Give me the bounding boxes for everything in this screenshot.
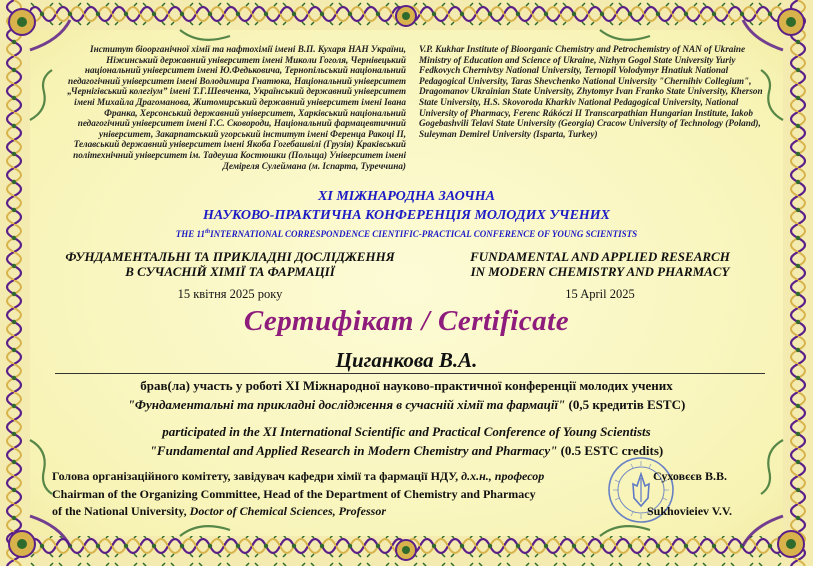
participation-ua-title-text: "Фундаментальні та прикладні дослідження в сучасній хімії та фармації" (127, 397, 566, 412)
participation-en-title (0, 442, 813, 459)
signatory-name-en: Sukhovieiev V.V. (647, 504, 733, 518)
signatory-role-ua-text: Голова організаційного комітету, завідувач кафедри хімії та фармації НДУ, (52, 469, 462, 483)
participation-en-title-text: "Fundamental and Applied Research in Modern Chemistry and Pharmacy" (149, 443, 558, 458)
signatory-degree-en: Doctor of Chemical Sciences, Professor (189, 504, 386, 518)
divider (55, 373, 765, 374)
theme-ua-line2: В СУЧАСНІЙ ХІМІЇ ТА ФАРМАЦІЇ (125, 264, 335, 279)
participation-ua: брав(ла) участь у роботі XI Міжнародної науково-практичної конференції молодих учених (140, 378, 673, 393)
participation-en: participated in the XI International Scientific and Practical Conference of Young Scientists (162, 424, 651, 439)
signatory-role-en-line1: Chairman of the Organizing Committee, Head of the Department of Chemistry and Pharmacy (52, 487, 536, 501)
conference-en-ordinal: th (205, 229, 211, 235)
certificate-title: Сертифікат / Certificate (243, 305, 570, 337)
recipient-name: Циганкова В.А. (335, 348, 478, 372)
theme-english (430, 249, 770, 279)
theme-en-line1: FUNDAMENTAL AND APPLIED RESEARCH (470, 249, 730, 264)
conference-title-en (0, 229, 813, 239)
institutions-ukrainian: Інститут біоорганічної хімії та нафтохімії імені В.П. Кухаря НАН України, Ніжинський державний університет імені Миколи Гоголя, Чернівецький національний університет імені Ю.Федьковича, Тернопільський національний педагогічний університет імені Володимира Гнатюка, Національний університет „Чернігівський колегіум” імені Т.Г.Шевченка, Український державний університет імені Михайла Драгоманова, Житомирський державний університет імені Івана Франка, Херсонський державний університет, Харківський національний педагогічний університет імені Г.С. Сковороди, Національний фармацевтичний університет, Закарпатський угорський інститут імені Ференца Ракоці II, Телавський державний університет імені Якоба Гогебашвілі (Грузія) Краківський політехнічний університет ім. Тадеуша Костюшки (Польща) Університет імені Деміреля Сулеймана (м. Іспарта, Туреччина) (67, 44, 406, 171)
participation-ua-title (0, 396, 813, 413)
conference-en-prefix: THE 11 (175, 229, 206, 239)
date-english: 15 April 2025 (565, 287, 635, 301)
theme-ua-line1: ФУНДАМЕНТАЛЬНІ ТА ПРИКЛАДНІ ДОСЛІДЖЕННЯ (65, 249, 395, 264)
conference-en-rest: INTERNATIONAL CORRESPONDENCE CIENTIFIC-PRACTICAL CONFERENCE OF YOUNG SCIENTISTS (210, 229, 638, 239)
signatory-degree-ua: д.х.н., професор (461, 469, 545, 483)
theme-ukrainian (30, 249, 430, 279)
conference-title-ua-line2: НАУКОВО-ПРАКТИЧНА КОНФЕРЕНЦІЯ МОЛОДИХ УЧЕНИХ (202, 208, 611, 223)
conference-title-ua-line1: XI МІЖНАРОДНА ЗАОЧНА (318, 189, 495, 204)
theme-en-line2: IN MODERN CHEMISTRY AND PHARMACY (470, 264, 730, 279)
signatory-role-en-text: of the National University, (52, 504, 190, 518)
institutions-english: V.P. Kukhar Institute of Bioorganic Chemistry and Petrochemistry of NAN of Ukraine Ministry of Education and Science of Ukraine, Nizhyn Gogol State University Yuriy Fedkovych Chernivtsy National University, Ternopil Volodymyr Hnatiuk National Pedagogical University, Taras Shevchenko National University "Chernihiv Collegium", Dragomanov Ukrainian State University, Zhytomyr Ivan Franko State University, Kherson State University, H.S. Skovoroda Kharkiv National Pedagogical University, National University of Pharmacy, Ferenc Rákóczi II Transcarpathian Hungarian Institute, Iakob Gogebashvili Telavi State University (Georgia) Cracow University of Technology (Poland), Suleyman Demirel University (Isparta, Turkey) (419, 44, 763, 139)
date-ukrainian: 15 квітня 2025 року (177, 287, 283, 301)
participation-en-credits: (0.5 ESTC credits) (557, 443, 664, 458)
signatory-name-ua: Суховєєв В.В. (653, 469, 727, 483)
participation-ua-credits: (0,5 кредитів ESTC) (565, 397, 686, 412)
